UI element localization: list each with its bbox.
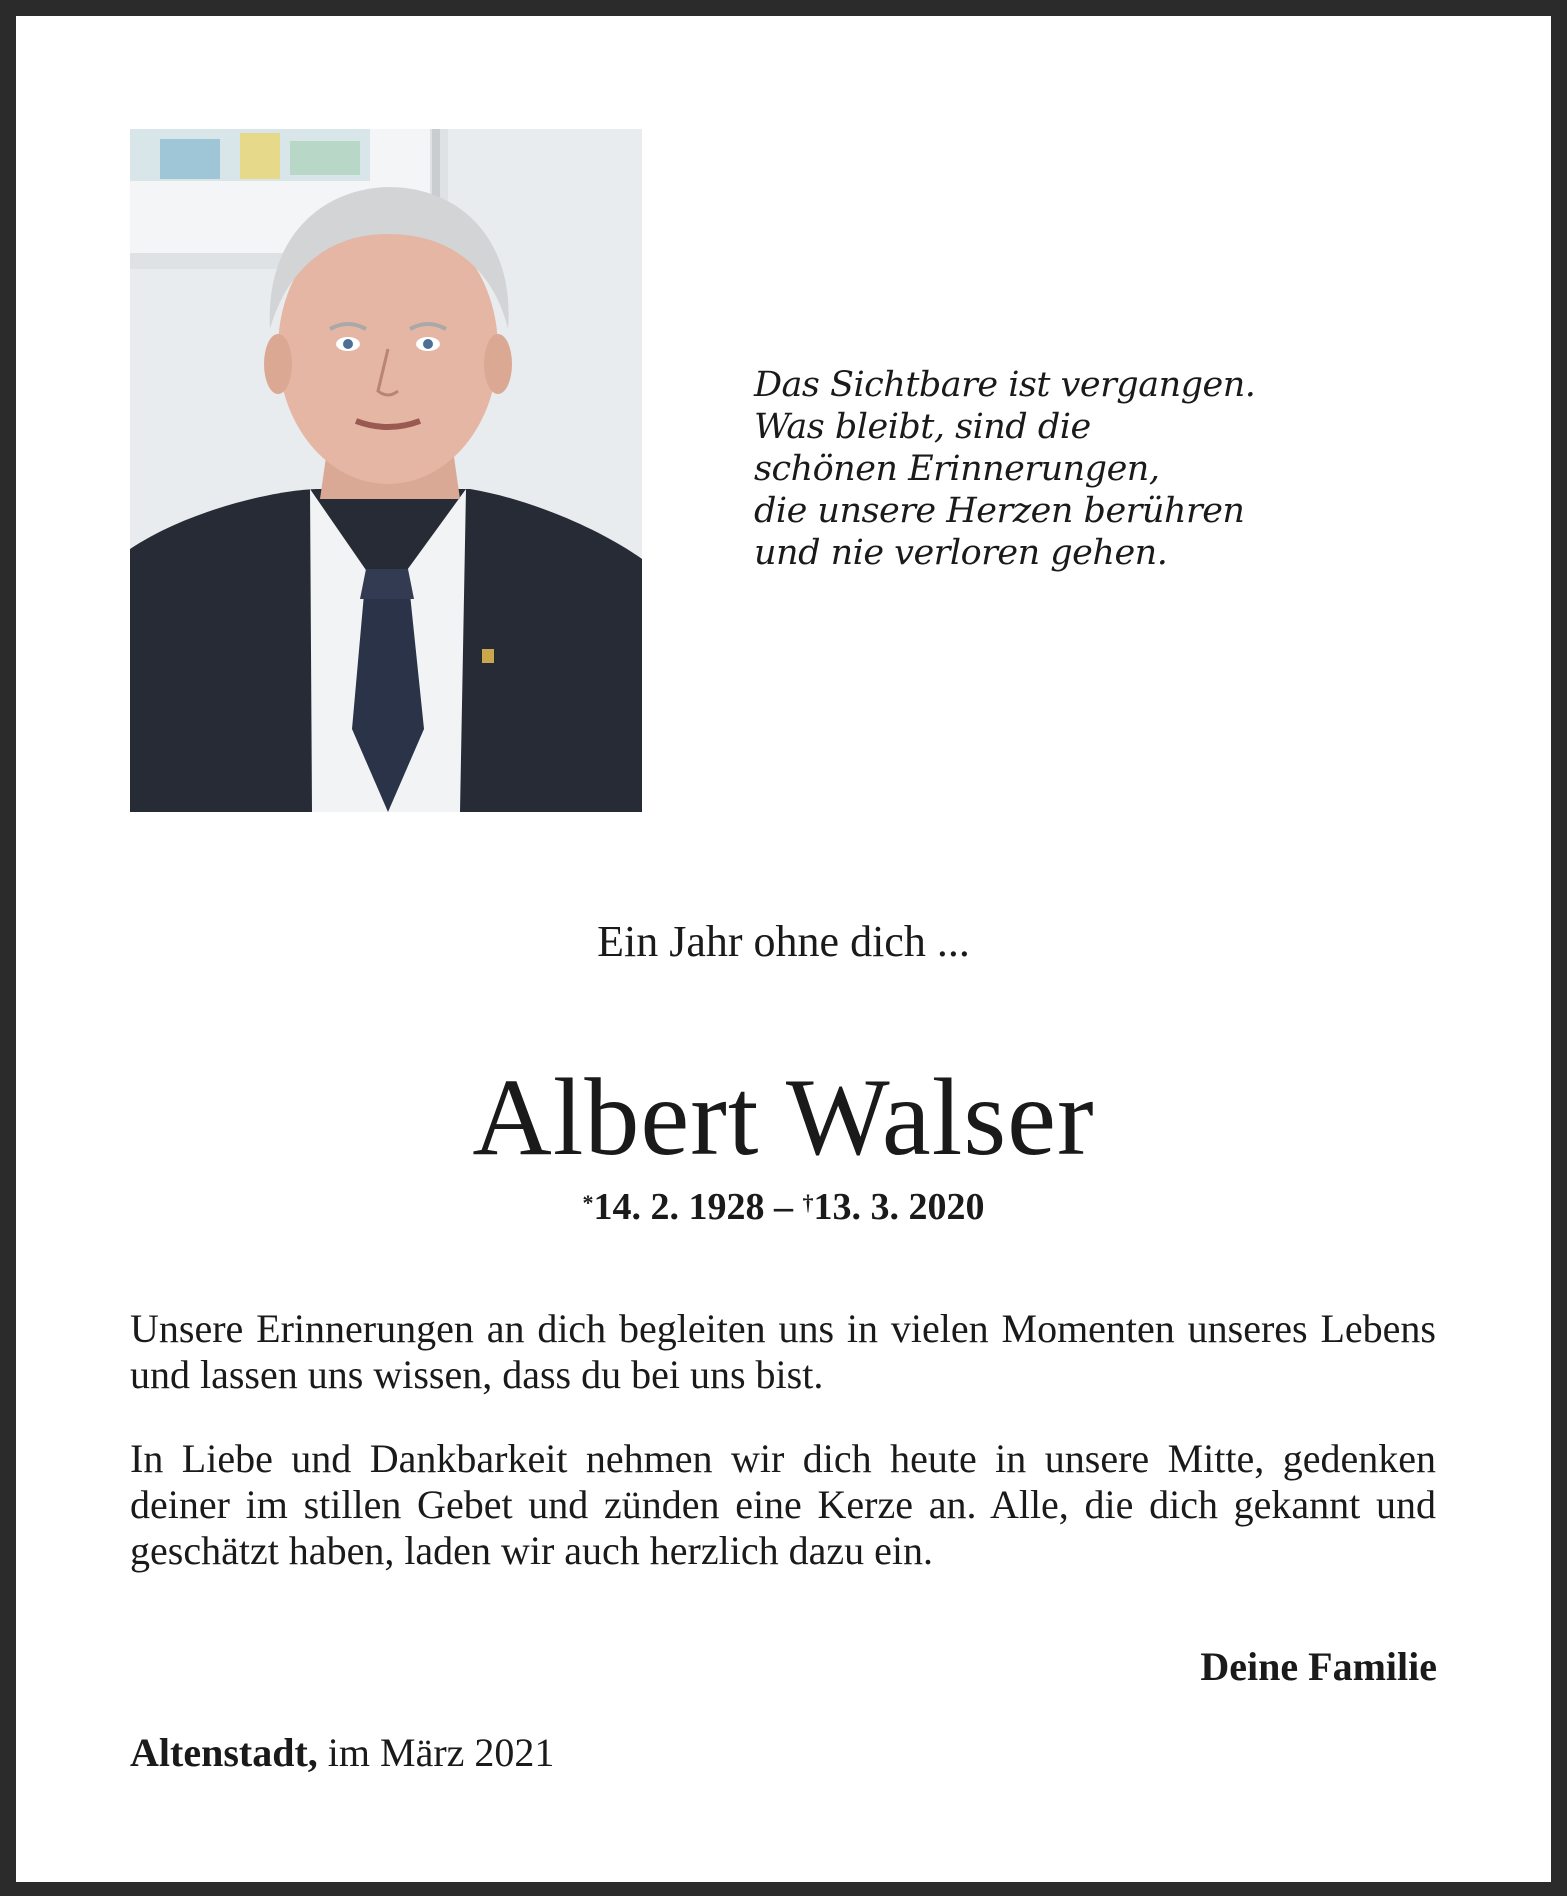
date-text: im März 2021 [317,1730,555,1775]
poem-line: Das Sichtbare ist vergangen. [754,365,1256,405]
poem-line: die unsere Herzen berühren [754,491,1245,531]
memorial-paragraph: Unsere Erinnerungen an dich begleiten uns in vielen Momenten unseres Lebens und lassen uns wissen, dass du bei uns bist. [130,1306,1436,1397]
place-date-line [130,1728,554,1778]
place-name: Altenstadt, [130,1730,318,1775]
life-dates [0,1183,1567,1231]
memorial-paragraph: In Liebe und Dankbarkeit nehmen wir dich heute in unsere Mitte, gedenken deiner im stillen Gebet und zünden eine Kerze an. Alle, die dich gekannt und geschätzt haben, laden wir auch herzlich dazu ein. [130,1436,1436,1573]
death-symbol: † [802,1190,814,1215]
birth-date: 14. 2. 1928 [593,1186,765,1228]
portrait-photo [130,129,642,812]
lead-line: Ein Jahr ohne dich ... [597,917,970,966]
birth-symbol: * [582,1190,594,1215]
poem-line: Was bleibt, sind die [754,407,1091,447]
poem-line: schönen Erinnerungen, [754,449,1160,489]
signoff: Deine Familie [1200,1644,1437,1689]
date-separator: – [764,1186,803,1228]
deceased-name: Albert Walser [472,1056,1095,1178]
memorial-poem [754,364,1254,574]
poem-line: und nie verloren gehen. [754,533,1168,573]
death-date: 13. 3. 2020 [813,1186,985,1228]
